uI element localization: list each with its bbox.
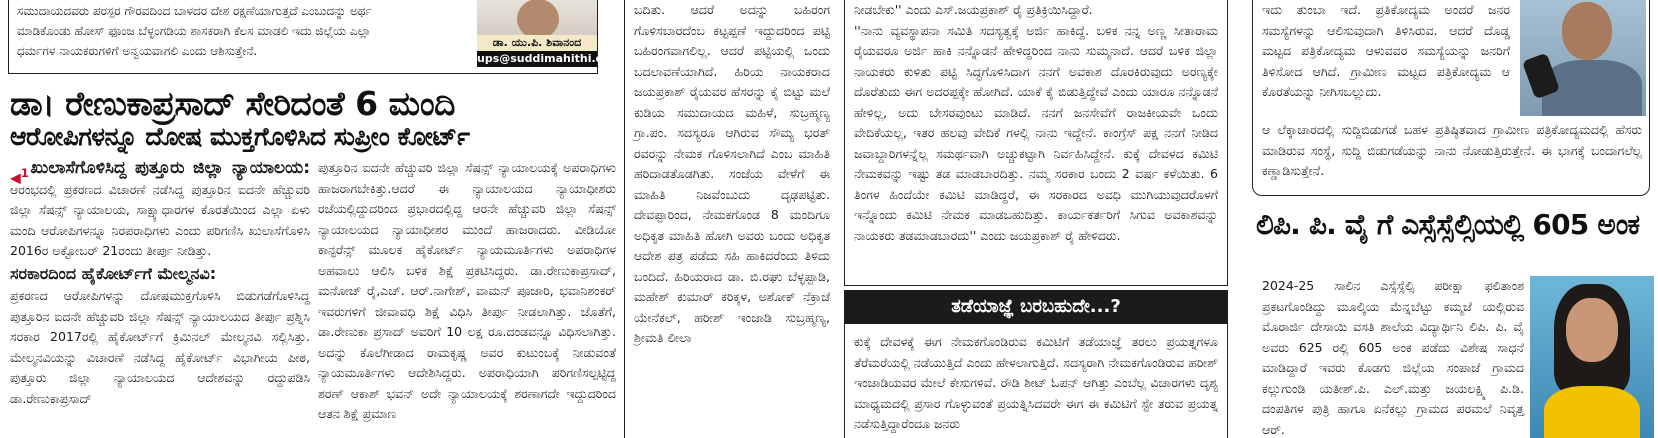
- interview-body-2: ಆ ಲೆಕ್ಕಾಚಾರದಲ್ಲಿ ಸುದ್ದಿಬಿಡುಗಡೆ ಬಹಳ ಪ್ರತಿಷ್ಠಿತವಾದ ಗ್ರಾಮೀಣ ಪತ್ರಿಕೋದ್ಯಮದಲ್ಲಿ ಹೆಸರು ಮಾಡಿರುವ ಸಂಸ್ಥೆ, ಸುದ್ದಿ ಬಿಡುಗಡೆಯನ್ನು ನಾನು ನೋಡುತ್ತಿರುತ್ತೇನೆ. ಈ ಭಾಗಕ್ಕೆ ಬಂದಾಗಲೆಲ್ಲ ಕಣ್ಣಾಡಿಸುತ್ತೇನೆ.: [1262, 122, 1642, 178]
- middle-column: [628, 0, 832, 438]
- microphone-icon: [1522, 53, 1560, 99]
- top-brief-line: ಸಮುದಾಯದವರು ಪರಸ್ಪರ ಗೌರವದಿಂದ ಬಾಳದರ ದೇಶ ರಕ್ಷಣೆಯಾಗುತ್ತದೆ ಎಂಬುದನ್ನು ಅರ್ಥ: [17, 4, 372, 18]
- sslc-headline: ಲಿಪಿ. ಪಿ. ವೈ ಗೆ ಎಸ್ಸೆಸ್ಸೆಲ್ಸಿಯಲ್ಲಿ 605 ಅಂಕ: [1256, 208, 1640, 241]
- top-brief-line: ಮಾಡಿಕೊಂಡು ಹೋಸ್ ಫೂಂಜ ಬೆಳ್ಳಂಗಡಿಯ ಶಾಸಕರಾಗಿ ಕೆಲಸ ಮಾಡಲಿ ಇದು ಜಿಲ್ಲೆಯ ಎಲ್ಲಾ: [17, 24, 371, 38]
- lead-subhead: ಸರಕಾರದಿಂದ ಹೈಕೋರ್ಟ್‌ಗೆ ಮೇಲ್ಮನವಿ:: [10, 263, 217, 283]
- quote-text: [854, 0, 1218, 246]
- middle-story: [634, 0, 830, 349]
- quote-lead: ನೀಡಬೇಕು'' ಎಂದು ಎಸ್.ಜಯಪ್ರಕಾಶ್ ರೈ ಪ್ರತಿಕ್ರಿಯಿಸಿದ್ದಾರೆ.: [854, 2, 1093, 17]
- top-brief-line: ಧರ್ಮಗಳ ನಾಯಕರುಗಳಿಗೆ ಅನ್ವಯವಾಗಲಿ ಎಂದು ಆಶಿಸುತ್ತೇನೆ.: [17, 44, 258, 58]
- lead-body-col2: ಪುತ್ತೂರಿನ ಐದನೇ ಹೆಚ್ಚುವರಿ ಜಿಲ್ಲಾ ಸೆಷನ್ಸ್ ನ್ಯಾಯಾಲಯಕ್ಕೆ ಅಪರಾಧಿಗಳು ಹಾಜರಾಗಬೇಕಿತ್ತು.ಆದರೆ ಈ ನ್ಯಾಯಾಲಯದ ನ್ಯಾಯಾಧೀಶರು ರಜೆಯಲ್ಲಿದ್ದುದರಿಂದ ಪ್ರಭಾರದಲ್ಲಿದ್ದ ಆರನೇ ಹೆಚ್ಚುವರಿ ಜಿಲ್ಲಾ ಸೆಷನ್ಸ್ ನ್ಯಾಯಾಲಯದ ನ್ಯಾಯಾಧೀಶರ ಮುಂದೆ ಹಾಜರಾದರು. ವೀಡಿಯೋ ಕಾನ್ಫರೆನ್ಸ್ ಮೂಲಕ ಹೈಕೋರ್ಟ್ ನ್ಯಾಯಮೂರ್ತಿಗಳು ಅಪರಾಧಿಗಳ ಅಹವಾಲು ಆಲಿಸಿ ಬಳಿಕ ಶಿಕ್ಷೆ ಪ್ರಕಟಿಸಿದ್ದರು. ಡಾ.ರೇಣುಕಾಪ್ರಸಾದ್, ಮನೋಜ್ ರೈ,ಎಚ್. ಆರ್.ನಾಗೇಶ್, ವಾಮನ್ ಪೂಜಾರಿ, ಭವಾನಿಶಂಕರ್ ಇವರುಗಳಿಗೆ ಜೀವಾವಧಿ ಶಿಕ್ಷೆ ವಿಧಿಸಿ ತೀರ್ಪು ನೀಡಲಾಗಿತ್ತು. ಜೊತೆಗೆ, ಡಾ.ರೇಣುಕಾ ಪ್ರಸಾದ್ ಅವರಿಗೆ 10 ಲಕ್ಷ ರೂ.ದಂಡವನ್ನೂ ವಿಧಿಸಲಾಗಿತ್ತು. ಅದನ್ನು ಕೊಲೆಗೀಡಾದ ರಾಮಕೃಷ್ಣ ಅವರ ಕುಟುಂಬಕ್ಕೆ ನೀಡುವಂತೆ ನ್ಯಾಯಮೂರ್ತಿಗಳು ಆದೇಶಿಸಿದ್ದರು. ಅಪರಾಧಿಯಾಗಿ ಪರಿಗಣಿಸಲ್ಪಟ್ಟಿದ್ದ ಶರಣ್ ಆಕಾಶ್ ಭವನ್ ಅದೇ ನ್ಯಾಯಾಲಯಕ್ಕೆ ಶರಣಾಗದೇ ಇದ್ದುದರಿಂದ ಆತನ ಶಿಕ್ಷೆ ಪ್ರಮಾಣ: [318, 160, 616, 421]
- author-byline: ಡಾ. ಯು.ಪಿ. ಶಿವಾನಂದ: [477, 35, 597, 51]
- quote-column: [840, 0, 1232, 438]
- stay-order-body: ಕುಕ್ಕೆ ದೇವಳಕ್ಕೆ ಈಗ ನೇಮಕಗೊಂಡಿರುವ ಕಮಿಟಿಗೆ ತಡೆಯಾಜ್ಞೆ ತರಲು ಪ್ರಯತ್ನಗಳೂ ತೆರೆಮರೆಯಲ್ಲಿ ನಡೆಯುತ್ತಿದೆ ಎಂದು ಹೇಳಲಾಗುತ್ತಿದೆ. ಸದಸ್ಯರಾಗಿ ನೇಮಕಗೊಂಡಿರುವ ಹರೀಶ್ ಇಂಜಾಡಿಯವರ ಮೇಲೆ ಕೇಸುಗಳಿವೆ. ರೌಡಿ ಶೀಟ್ ಓಪನ್ ಆಗಿತ್ತು ಎಂಬೆಲ್ಲ ವಿಚಾರಗಳು ದೃಶ್ಯ ಮಾಧ್ಯಮದಲ್ಲಿ ಪ್ರಸಾರ ಗೊಳ್ಳುವಂತೆ ಪ್ರಯತ್ನಿಸಿದವರೇ ಈಗ ಈ ಕಮಿಟಿಗೆ ಸ್ಟೇ ತರುವ ಪ್ರಯತ್ನ ನಡೆಸುತ್ತಿದ್ದಾರೆಂದೂ ಜನರು: [854, 334, 1218, 431]
- lead-story-col2: [318, 158, 616, 425]
- interview-photo: [1520, 0, 1646, 116]
- middle-story-body: ಬದಿತು. ಆದರೆ ಅದನ್ನು ಬಹಿರಂಗ ಗೊಳಿಸಬಾರದೆಂಬ ಕಟ್ಟಪ್ಪಣೆ ಇದ್ದುದರಿಂದ ಪಟ್ಟಿ ಬಹಿರಂಗವಾಗಲಿಲ್ಲ. ಆದರೆ ಪಟ್ಟಿಯಲ್ಲಿ ಒಂದು ಬದಲಾವಣೆಯಾಗಿದೆ. ಹಿರಿಯ ನಾಯಕರಾದ ಜಯಪ್ರಕಾಶ್ ರೈಯವರ ಹೆಸರನ್ನು ಕೈ ಬಿಟ್ಟು ಮಲೆ ಕುಡಿಯ ಸಮುದಾಯದ ಮಹಿಳೆ, ಸುಬ್ರಹ್ಮಣ್ಯ ಗ್ರಾ.ಪಂ. ಸದಸ್ಯರೂ ಆಗಿರುವ ಸೌಮ್ಯ ಭರತ್ ರವರನ್ನು ನೇಮಕ ಗೊಳಿಸಲಾಗಿದೆ ಎಂಬ ಮಾಹಿತಿ ಹರಿದಾಡತೊಡಗಿತು. ಸಂಜೆಯ ವೇಳೆಗೆ ಈ ಮಾಹಿತಿ ನಿಜವೆಂಬುದು ದೃಢಪಟ್ಟಿತು. ದೇವಪ್ಪಾರಿಂದ, ನೇಮಕಗೊಂಡ 8 ಮಂದಿಗೂ ಅಧಿಕೃತ ಮಾಹಿತಿ ಹೋಗಿ ಅವರು ಬಂದು ಅಧಿಕೃತ ಆದೇಶ ಪತ್ರ ಪಡೆದು ಸಹಿ ಹಾಕಿದರೆಂದು ತಿಳಿದು ಬಂದಿದೆ. ಹಿರಿಯರಾದ ಡಾ. ಬಿ.ರಘು ಬೆಳ್ಳಪ್ಪಾಡಿ, ಮಹೇಶ್ ಕುಮಾರ್ ಕರಿಕ್ಕಳ, ಅಶೋಕ್ ನೆಕ್ರಾಜೆ ಯೇನೆಕಲ್, ಹರೀಶ್ ಇಂಜಾಡಿ ಸುಬ್ರಹ್ಮಣ್ಯ, ಶ್ರೀಮತಿ ಲೀಲಾ: [634, 2, 830, 345]
- column-rule: [624, 0, 625, 438]
- top-brief-text: [17, 1, 467, 61]
- sslc-body: 2024-25 ಸಾಲಿನ ಎಸ್ಸೆಸ್ಸೆಲ್ಸಿ ಪರೀಕ್ಷಾ ಫಲಿತಾಂಶ ಪ್ರಕಟಗೊಂಡಿದ್ದು ಮೂಲ್ಕಿಯ ಮೆನ್ನಬೆಟ್ಟು ಕಮ್ಮಜೆ ಯಲ್ಲಿರುವ ಮೊರಾರ್ಜಿ ದೇಸಾಯಿ ವಸತಿ ಶಾಲೆಯ ವಿದ್ಯಾರ್ಥಿನಿ ಲಿಪಿ. ಪಿ. ವೈ ಅವರು 625 ರಲ್ಲಿ 605 ಅಂಕ ಪಡೆದು ವಿಶೇಷ ಸಾಧನೆ ಮಾಡಿದ್ದಾರೆ ಇವರು ಕೊಡಗು ಜಿಲ್ಲೆಯ ಸಂಪಾಜೆ ಗ್ರಾಮದ ಕಲ್ಲುಗುಂಡಿ ಯತೀಶ್.ಪಿ. ಎಲ್.ಮತ್ತು ಜಯಲಕ್ಷ್ಮಿ ಪಿ.ಡಿ. ದಂಪತಿಗಳ ಪುತ್ರಿ ಹಾಗೂ ಏನೆಕಲ್ಲು ಗ್ರಾಮದ ಪರಮಲೆ ನಿವೃತ್ತ ಆರ್.: [1262, 278, 1524, 437]
- lead-headline: ಡಾ। ರೇಣುಕಾಪ್ರಸಾದ್ ಸೇರಿದಂತೆ 6 ಮಂದಿ: [10, 84, 455, 123]
- continuation-marker-icon: ◀$^1$: [10, 165, 29, 187]
- sslc-story: [1262, 276, 1524, 438]
- right-column: [1252, 0, 1658, 438]
- lead-intro-bold: ಖುಲಾಸೆಗೊಳಿಸಿದ್ದ ಪುತ್ತೂರು ಜಿಲ್ಲಾ ನ್ಯಾಯಾಲಯ:: [30, 158, 310, 178]
- interview-text-bottom: [1262, 120, 1642, 182]
- quote-body: ''ನಾನು ವ್ಯವಸ್ಥಾಪನಾ ಸಮಿತಿ ಸದಸ್ಯತ್ವಕ್ಕೆ ಅರ್ಜಿ ಹಾಕಿದ್ದೆ. ಬಳಿಕ ನನ್ನ ಅಣ್ಣ ಸೀತಾರಾಮ ರೈಯವರೂ ಅರ್ಜಿ ಹಾಕಿ ನನ್ನೊಡನೆ ಹೇಳಿದ್ದರಿಂದ ನಾನು ಸುಮ್ಮನಾದೆ. ಆದರೆ ಬಳಿಕ ಜಿಲ್ಲಾ ನಾಯಕರು ಕುಳಿತು ಪಟ್ಟಿ ಸಿದ್ಧಗೊಳಿಸಿದಾಗ ನನಗೆ ಅವಕಾಶ ದೊರಕಿರುವುದು ಅರಣ್ಯಕ್ಕೇ ದೊರೆತುದು ಈಗ ಅದರಪ್ಪಕ್ಕೇ ಹೋಗಿದೆ. ಯಾಕೆ ಕೈ ಬಿಡುತ್ತಿದ್ದೇವೆ ಎಂದು ಯಾರೂ ನನ್ನೊಡನೆ ಹೇಳಿಲ್ಲ, ಅದು ಬೇಸರವುಂಟು ಮಾಡಿದೆ. ನನಗೆ ಜನಸೇವೆಗೆ ರಾಜಕೀಯವೇ ಒಂದು ವೇದಿಕೆಯಲ್ಲ, ಇತರ ಹಲವು ವೇದಿಕೆ ಗಳಲ್ಲಿ ನಾನು ಇದ್ದೇನೆ. ಕಾಂಗ್ರೆಸ್ ಪಕ್ಷ ನನಗೆ ನೀಡಿದ ಜವಾಬ್ದಾರಿಗಳನ್ನೆಲ್ಲ ಸಮರ್ಥವಾಗಿ ಅಚ್ಚುಕಟ್ಟಾಗಿ ನಿರ್ವಹಿಸಿದ್ದೇನೆ. ಕುಕ್ಕೆ ದೇವಳದ ಕಮಿಟಿ ನೇಮಕವನ್ನು ಇಷ್ಟು ತಡ ಮಾಡಬಾರದಿತ್ತು. ನಮ್ಮ ಸರಕಾರ ಬಂದು 2 ವರ್ಷ ಕಳೆಯಿತು. 6 ತಿಂಗಳ ಹಿಂದೆಯೇ ಕಮಿಟಿ ಮಾಡಿದ್ದರೆ, ಈ ಸರಕಾರದ ಅವಧಿ ಮುಗಿಯುವುದರೊಳಗೆ ಇನ್ನೊಂದು ಕಮಿಟಿ ನೇಮಕ ಮಾಡಬಹುದಿತ್ತು. ಕಾರ್ಯಕರ್ತರಿಗೆ ಸಿಗುವ ಅವಕಾಶವನ್ನು ನಾಯಕರು ತಡಮಾಡಬಾರದು'' ಎಂದು ಜಯಪ್ರಕಾಶ್ ರೈ ಹೇಳಿದರು.: [854, 22, 1218, 243]
- lead-intro: [10, 158, 310, 262]
- author-email: ups@suddimahithi.com: [477, 52, 622, 65]
- top-brief-box: [8, 0, 622, 74]
- lead-intro-rest: ಆರಂಭದಲ್ಲಿ ಪ್ರಕರಣದ ವಿಚಾರಣೆ ನಡೆಸಿದ್ದ ಪುತ್ತೂರಿನ ಐದನೇ ಹೆಚ್ಚುವರಿ ಜಿಲ್ಲಾ ಸೆಷನ್ಸ್ ನ್ಯಾಯಾಲಯ, ಸಾಕ್ಷ್ಯಾಧಾರಗಳ ಕೊರತೆಯಿಂದ ಎಲ್ಲಾ ಏಳು ಮಂದಿ ಆರೋಪಿಗಳನ್ನೂ ನಿರಪರಾಧಿಗಳು ಎಂದು ಪರಿಗಣಿಸಿ ಖುಲಾಸೆಗೊಳಿಸಿ 2016ರ ಅಕ್ಟೋಬರ್ 21ರಂದು ತೀರ್ಪು ನೀಡಿತ್ತು.: [10, 181, 310, 258]
- lead-story-col1: [10, 158, 310, 409]
- student-photo: [1530, 276, 1654, 438]
- stay-order-text: [854, 332, 1218, 435]
- interview-body-1: ಇದು ತುಂಬಾ ಇದೆ. ಪ್ರತಿಕೋದ್ಯಮ ಅಂದರೆ ಜನರ ಸಮಸ್ಯೆಗಳನ್ನು ಆಲಿಸುವುದಾಗಿ ತಿಳಿಸಿರುವ. ಆದರೆ ದೊಡ್ಡ ಮಟ್ಟದ ಪತ್ರಿಕೋದ್ಯಮ ಆಳುವವರ ಸಮಸ್ಯೆಯನ್ನು ಜನರಿಗೆ ತಿಳಿಸೋದ ಆಗಿದೆ. ಗ್ರಾಮೀಣ ಮಟ್ಟದ ಪತ್ರಿಕೋದ್ಯಮ ಆ ಕೊರತೆಯನ್ನು ನೀಗಿಸಬಲ್ಲುದು.: [1262, 2, 1510, 99]
- stay-order-banner: ತಡೆಯಾಜ್ಞೆ ಬರಬಹುದೇ...?: [844, 290, 1228, 324]
- lead-subheadline: ಆರೋಪಿಗಳನ್ನೂ ದೋಷ ಮುಕ್ತಗೊಳಿಸಿದ ಸುಪ್ರೀಂ ಕೋರ್ಟ್: [10, 122, 470, 151]
- lead-body-2: ಪ್ರಕರಣದ ಆರೋಪಿಗಳನ್ನು ದೋಷಮುಕ್ತಗೊಳಿಸಿ ಬಿಡುಗಡೆಗೊಳಿಸಿದ್ದ ಪುತ್ತೂರಿನ ಐದನೇ ಹೆಚ್ಚುವರಿ ಜಿಲ್ಲಾ ಸೆಷನ್ಸ್ ನ್ಯಾಯಾಲಯದ ತೀರ್ಪು ಪ್ರಶ್ನಿಸಿ ಸರಕಾರ 2017ರಲ್ಲಿ ಹೈಕೋರ್ಟ್‌ಗೆ ಕ್ರಿಮಿನಲ್ ಮೇಲ್ಮನವಿ ಸಲ್ಲಿಸಿತ್ತು. ಮೇಲ್ಮನವಿಯನ್ನು ವಿಚಾರಣೆ ನಡೆಸಿದ್ದ ಹೈಕೋರ್ಟ್ ವಿಭಾಗೀಯ ಪೀಠ, ಪುತ್ತೂರು ಜಿಲ್ಲಾ ನ್ಯಾಯಾಲಯದ ಆದೇಶವನ್ನು ರದ್ದುಪಡಿಸಿ ಡಾ.ರೇಣುಕಾಪ್ರಸಾದ್: [10, 288, 310, 406]
- interview-text-top: [1262, 0, 1510, 103]
